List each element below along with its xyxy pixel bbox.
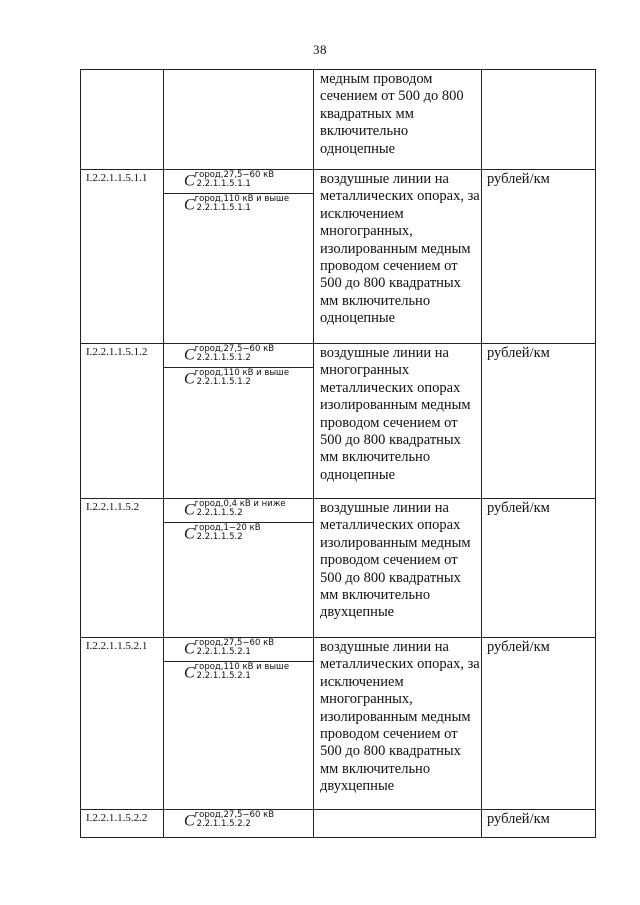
symbol-superscript: город,110 кВ и выше [194,368,290,378]
row-code: I.2.2.1.1.5.2.1 [86,640,148,652]
symbol-indices [195,524,261,542]
symbol-superscript: город,27,5−60 кВ [194,344,275,354]
symbol-indices [195,639,274,657]
row-unit-cell [482,70,596,170]
row-symbol-cell [164,170,314,344]
row-unit-cell [482,638,596,810]
symbol-subscript: 2.2.1.1.5.2 [196,532,243,542]
row-description-cell [314,170,482,344]
symbol-subscript: 2.2.1.1.5.2.1 [196,647,251,657]
symbol-letter: C [184,640,195,658]
row-code-cell [81,70,164,170]
row-unit-cell [482,344,596,499]
symbol-indices [195,345,274,363]
tariff-table [80,69,596,838]
row-description [314,810,481,811]
symbol-indices [195,171,274,189]
symbol-indices [195,663,289,681]
row-unit-cell [482,170,596,344]
symbol-subscript: 2.2.1.1.5.2.2 [196,819,251,829]
symbol-indices [195,811,274,829]
row-description-cell [314,499,482,638]
row-symbol-cell [164,70,314,170]
symbol-subscript: 2.2.1.1.5.1.2 [196,377,251,387]
row-unit: рублей/км [487,345,550,361]
symbol-letter: C [184,370,195,388]
row-symbol-cell [164,810,314,838]
table-row [81,344,596,499]
symbol-letter: C [184,812,195,830]
symbol-letter: C [184,196,195,214]
symbol-subscript: 2.2.1.1.5.1.2 [196,353,251,363]
row-code: I.2.2.1.1.5.2.2 [86,812,148,824]
row-code-cell [81,170,164,344]
symbol-indices [195,500,286,518]
symbol-superscript: город,110 кВ и выше [194,194,290,204]
row-code-cell [81,499,164,638]
row-code [81,70,163,72]
symbol-superscript: город,110 кВ и выше [194,662,290,672]
row-description-cell [314,344,482,499]
row-unit: рублей/км [487,500,550,516]
symbol-letter: C [184,501,195,519]
row-unit: рублей/км [487,811,550,827]
row-description-cell [314,638,482,810]
table-row [81,810,596,838]
symbol-subscript: 2.2.1.1.5.2.1 [196,671,251,681]
row-symbol-cell [164,499,314,638]
row-code: I.2.2.1.1.5.1.2 [86,346,148,358]
tariff-symbol [164,367,313,391]
row-code-cell [81,810,164,838]
table-row [81,499,596,638]
row-description: воздушные линии на металлических опорах, за исключением многогранных, изолированным медным проводом сечением от 500 до 800 квадратных мм включительно одноцепные [320,171,480,327]
row-description: воздушные линии на металлических опорах изолированным медным проводом сечением от 500 до 800 квадратных мм включительно двухцепные [320,500,471,621]
symbol-superscript: город,27,5−60 кВ [194,170,275,180]
row-unit [482,70,595,71]
symbol-superscript: город,1−20 кВ [194,523,261,533]
row-unit-cell [482,810,596,838]
row-unit: рублей/км [487,171,550,187]
row-symbol-cell [164,344,314,499]
row-unit: рублей/км [487,639,550,655]
row-description: воздушные линии на многогранных металлических опорах изолированным медным проводом сечением от 500 до 800 квадратных мм включительно одноцепные [320,345,471,483]
row-unit-cell [482,499,596,638]
symbol-superscript: город,27,5−60 кВ [194,638,275,648]
row-description: медным проводом сечением от 500 до 800 квадратных мм включительно одноцепные [320,71,464,157]
symbol-letter: C [184,664,195,682]
row-code: I.2.2.1.1.5.1.1 [86,172,148,184]
symbol-indices [195,195,289,213]
table-row [81,170,596,344]
row-description-cell [314,70,482,170]
tariff-symbol [164,661,313,685]
row-symbol-cell [164,638,314,810]
symbol-letter: C [184,346,195,364]
symbol-subscript: 2.2.1.1.5.1.1 [196,203,251,213]
row-description-cell [314,810,482,838]
table-row [81,638,596,810]
tariff-symbol [164,193,313,217]
table-row [81,70,596,170]
symbol-indices [195,369,289,387]
symbol-superscript: город,27,5−60 кВ [194,810,275,820]
symbol-letter: C [184,172,195,190]
row-code-cell [81,344,164,499]
symbol-subscript: 2.2.1.1.5.1.1 [196,179,251,189]
tariff-symbol [164,344,313,367]
row-code: I.2.2.1.1.5.2 [86,501,140,513]
row-code-cell [81,638,164,810]
symbol-letter: C [184,525,195,543]
tariff-symbol [164,499,313,522]
symbol-subscript: 2.2.1.1.5.2 [196,508,243,518]
tariff-symbol [164,638,313,661]
tariff-symbol [164,170,313,193]
tariff-symbol [164,810,313,833]
page-number: 38 [313,42,327,57]
tariff-symbol [164,522,313,546]
symbol-superscript: город,0,4 кВ и ниже [194,499,286,509]
row-description: воздушные линии на металлических опорах, за исключением многогранных, изолированным медным проводом сечением от 500 до 800 квадратных мм включительно двухцепные [320,639,480,795]
